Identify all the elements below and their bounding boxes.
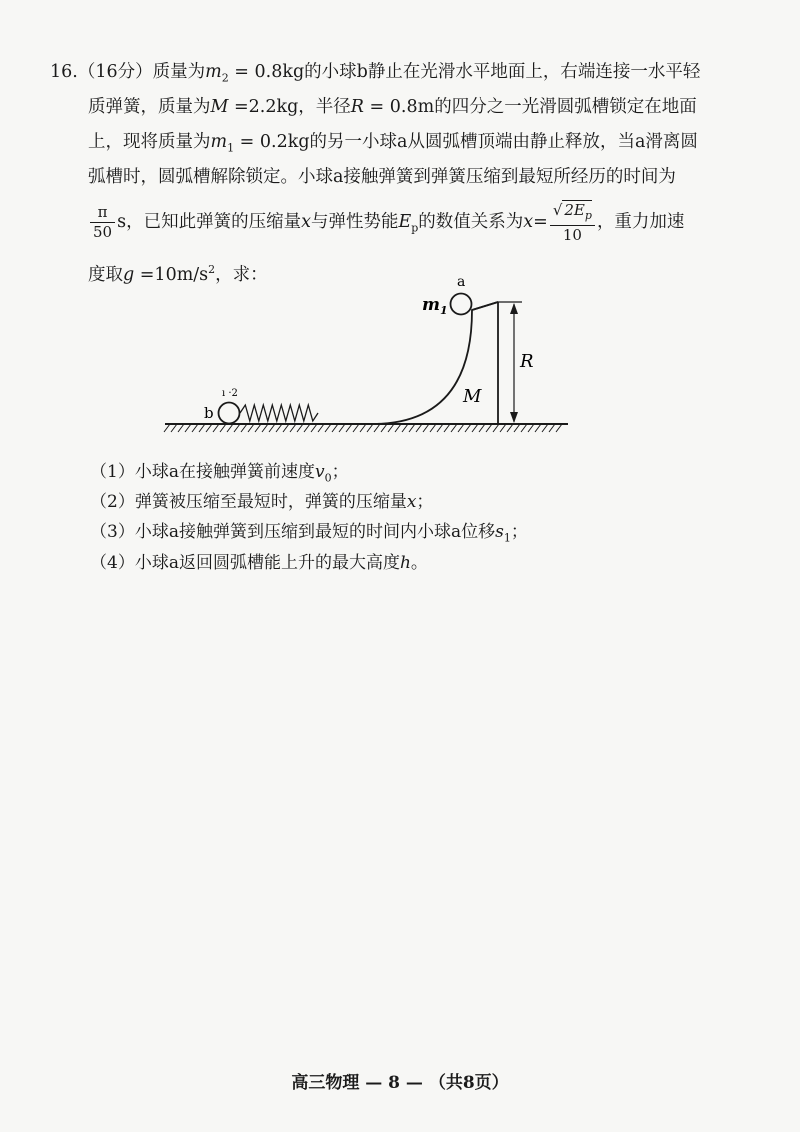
label-R: R — [520, 351, 534, 372]
fraction-formula — [550, 201, 595, 245]
text: 与弹性势能 — [310, 212, 399, 232]
var: s — [495, 522, 504, 542]
var-2Ep: 2E — [564, 200, 585, 219]
question-line-1 — [50, 60, 700, 91]
question-line-4 — [88, 165, 676, 189]
var-R: R — [350, 97, 364, 117]
formula-denominator: 10 — [562, 225, 582, 244]
sub-question-4 — [90, 551, 428, 575]
label-m1-sub: 1 — [440, 304, 448, 317]
var-x: x — [301, 212, 311, 232]
var-2Ep-sub: p — [584, 208, 592, 222]
var-m2-sub: 2 — [221, 71, 229, 85]
text: 的数值关系为 — [418, 212, 524, 232]
r-arrow-up — [510, 303, 518, 314]
var-sub: 0 — [324, 471, 332, 485]
ball-b — [219, 403, 240, 424]
question-line-2 — [88, 95, 697, 119]
var-Ep-sub: p — [411, 221, 419, 235]
question-number: 16. — [50, 62, 78, 82]
text: ； — [416, 492, 434, 512]
text: ； — [510, 522, 528, 542]
fraction-numerator: π — [90, 203, 115, 223]
superscript: 2 — [208, 263, 216, 276]
text: 质量为 — [152, 62, 206, 82]
text: （4）小球a返回圆弧槽能上升的最大高度 — [90, 553, 400, 573]
text: s，已知此弹簧的压缩量 — [117, 212, 302, 232]
physics-diagram — [0, 272, 800, 442]
sub-question-1 — [90, 460, 349, 490]
var: h — [399, 553, 411, 573]
text: 上，现将质量为 — [88, 132, 211, 152]
label-m1 — [422, 295, 448, 317]
label-M: M — [463, 386, 482, 407]
text: = 0.8kg的小球b静止在光滑水平地面上，右端连接一水平轻 — [228, 62, 701, 82]
fraction-denominator: 50 — [93, 223, 113, 241]
text: （2）弹簧被压缩至最短时，弹簧的压缩量 — [90, 492, 407, 512]
fraction-time — [90, 203, 115, 242]
sub-question-3 — [90, 520, 528, 550]
var-m1: m — [210, 132, 228, 152]
ground-hatching — [164, 424, 562, 432]
page-footer: 高三物理 — 8 — （共8页） — [291, 1073, 509, 1093]
text: = 0.8m的四分之一光滑圆弧槽锁定在地面 — [363, 97, 697, 117]
text: ； — [331, 462, 349, 482]
ball-a — [451, 294, 472, 315]
question-line-3 — [88, 130, 698, 161]
var: x — [406, 492, 417, 512]
text: 。 — [410, 553, 428, 573]
r-arrow-down — [510, 412, 518, 423]
text: 度取 — [88, 264, 123, 285]
label-m1-main: m — [422, 295, 440, 315]
sub-question-2 — [90, 490, 433, 514]
var-M: M — [210, 97, 229, 117]
question-line-5 — [88, 200, 684, 251]
label-a: a — [457, 274, 466, 290]
var: v — [314, 462, 325, 482]
groove-top-edge — [472, 302, 498, 310]
text: =10m/s — [134, 264, 209, 285]
text: =2.2kg，半径 — [228, 97, 351, 117]
text: 弧槽时，圆弧槽解除锁定。小球a接触弹簧到弹簧压缩到最短所经历的时间为 — [88, 167, 676, 187]
label-mark: ı ‧2 — [222, 388, 238, 399]
text: = 0.2kg的另一小球a从圆弧槽顶端由静止释放，当a滑离圆 — [234, 132, 698, 152]
spring — [240, 405, 318, 421]
text: （1）小球a在接触弹簧前速度 — [90, 462, 315, 482]
equals-sign: = — [533, 212, 548, 232]
question-score: （16分） — [77, 62, 153, 82]
label-b: b — [204, 404, 214, 422]
text: ，求： — [215, 264, 268, 285]
sqrt-body — [562, 200, 592, 222]
var-x: x — [523, 212, 534, 232]
formula-numerator: √ $2E_p$ — [550, 201, 595, 226]
var-sub: 1 — [503, 531, 511, 545]
var-g: g — [123, 264, 135, 285]
var-m2: m — [205, 62, 222, 82]
text: 质弹簧，质量为 — [88, 97, 211, 117]
text: ，重力加速 — [596, 212, 685, 232]
var-m1-sub: 1 — [227, 141, 235, 155]
text: （3）小球a接触弹簧到压缩到最短的时间内小球a位移 — [90, 522, 496, 542]
var-Ep: E — [398, 212, 412, 232]
